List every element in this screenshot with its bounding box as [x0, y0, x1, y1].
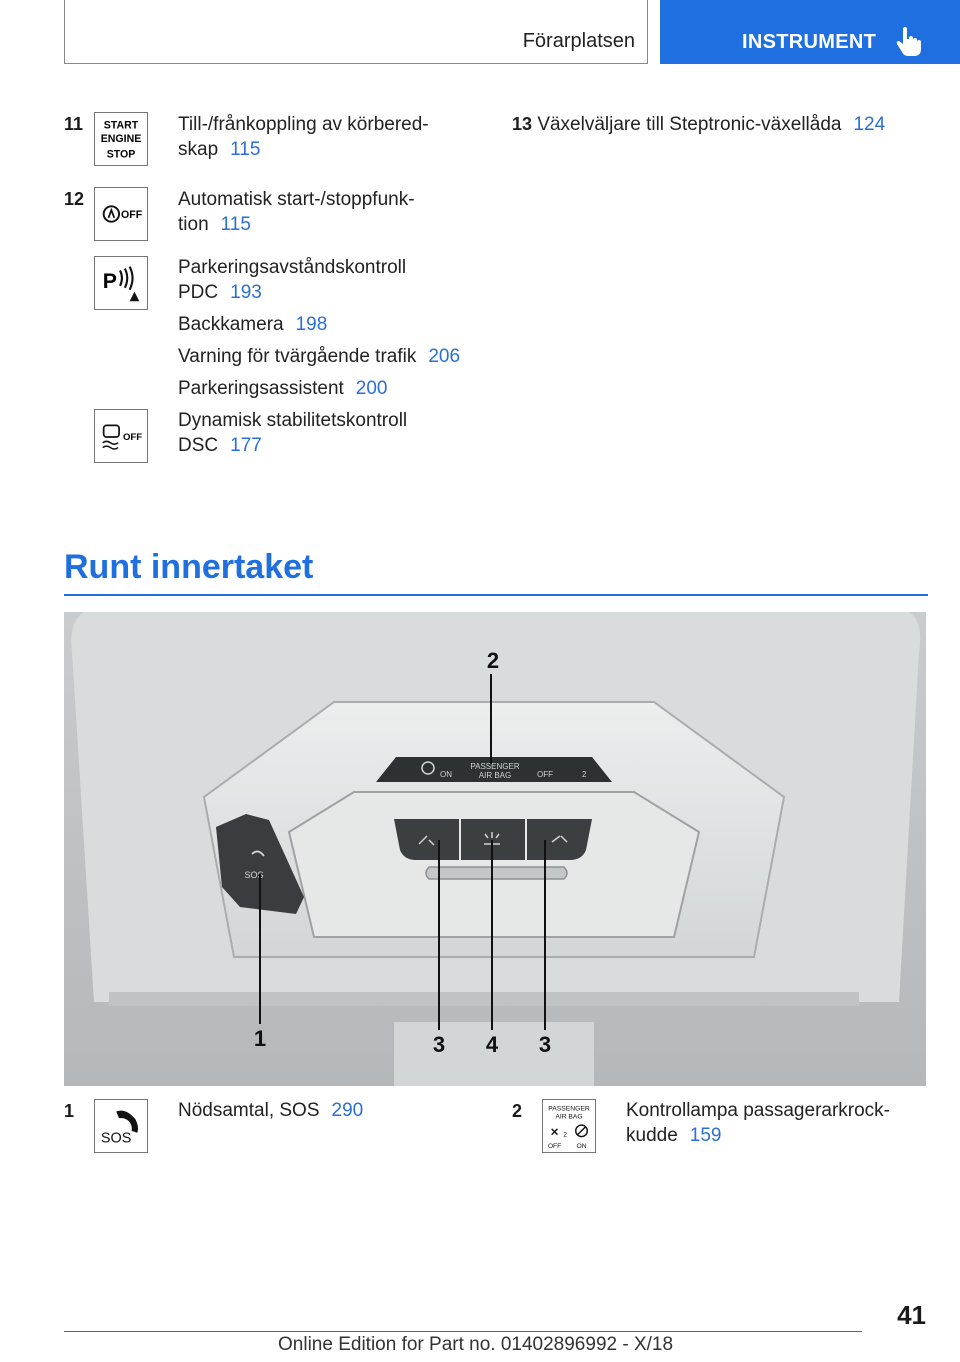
pointing-hand-icon: [896, 26, 922, 56]
svg-text:PASSENGER: PASSENGER: [548, 1105, 590, 1113]
page-link[interactable]: 177: [230, 435, 262, 456]
passenger-airbag-indicator-icon: [542, 1099, 596, 1153]
svg-text:SOS: SOS: [100, 1130, 132, 1147]
svg-text:OFF: OFF: [121, 208, 143, 221]
section-divider: [64, 594, 928, 596]
pdc-text: Parkeringsavståndskontroll PDC 193 Backkamera 198 Varning för tvärgående trafik 206 Parkeringsassistent 200: [178, 257, 461, 399]
page-link[interactable]: 290: [331, 1100, 364, 1121]
sos-call-icon: [94, 1099, 148, 1153]
page-link[interactable]: 115: [220, 214, 251, 235]
item-number: 1: [64, 1101, 75, 1121]
svg-text:SOS: SOS: [244, 870, 264, 880]
callout-3: 3: [538, 1032, 552, 1057]
edition-note: Online Edition for Part no. 01402896992 - X/18: [278, 1334, 674, 1355]
dsc-text: Dynamisk stabilitetskontroll DSC 177: [178, 410, 408, 456]
start-engine-stop-icon: [94, 112, 148, 166]
header-section-tab: [64, 0, 648, 64]
svg-text:OFF: OFF: [547, 1143, 562, 1151]
footer-divider: [64, 1331, 862, 1332]
svg-text:ENGINE: ENGINE: [100, 132, 142, 145]
page-link[interactable]: 159: [689, 1125, 722, 1146]
callout-4: 4: [485, 1032, 499, 1057]
item-11-text: Till-/frånkoppling av körbered- skap 115: [178, 114, 429, 160]
item-13-text: 13 Växelväljare till Steptronic-växellåda 124: [512, 114, 886, 135]
svg-text:OFF: OFF: [122, 431, 143, 443]
section-title: Runt innertaket: [64, 548, 314, 586]
dsc-off-icon: [94, 409, 148, 463]
page-link[interactable]: 193: [230, 282, 262, 303]
item-number: 13: [512, 114, 533, 134]
page-number: 41: [897, 1300, 926, 1330]
header-chapter-tab: [660, 0, 960, 64]
page-link[interactable]: 198: [295, 314, 328, 335]
svg-text:2: 2: [563, 1131, 567, 1139]
page-link[interactable]: 206: [428, 346, 461, 367]
svg-text:START: START: [103, 119, 139, 132]
callout-3: 3: [432, 1032, 446, 1057]
park-distance-control-icon: [94, 256, 148, 310]
callout-2: 2: [486, 648, 500, 673]
page-link[interactable]: 124: [853, 114, 886, 135]
sos-text: Nödsamtal, SOS 290: [178, 1100, 364, 1121]
auto-start-stop-off-icon: [94, 187, 148, 241]
svg-text:P: P: [102, 269, 117, 293]
header-section-label: Förarplatsen: [522, 30, 635, 52]
svg-text:AIR BAG: AIR BAG: [478, 771, 512, 780]
header-chapter-label: INSTRUMENT: [742, 31, 877, 53]
airbag-indicator-text: Kontrollampa passagerarkrock- kudde 159: [626, 1100, 891, 1146]
item-number: 12: [64, 189, 85, 209]
page-link[interactable]: 200: [355, 378, 388, 399]
svg-text:AIR BAG: AIR BAG: [555, 1113, 583, 1121]
svg-text:OFF: OFF: [537, 770, 553, 779]
roof-console-photo: [64, 612, 926, 1086]
svg-text:ON: ON: [440, 770, 452, 779]
item-12-text: Automatisk start-/stoppfunk- tion 115: [178, 189, 415, 235]
page-link[interactable]: 115: [230, 139, 261, 160]
item-number: 2: [512, 1101, 523, 1121]
svg-text:PASSENGER: PASSENGER: [470, 762, 520, 771]
svg-text:STOP: STOP: [106, 148, 136, 161]
svg-text:ON: ON: [576, 1143, 587, 1151]
item-number: 11: [64, 114, 84, 134]
callout-1: 1: [253, 1026, 267, 1051]
svg-text:2: 2: [582, 770, 587, 779]
